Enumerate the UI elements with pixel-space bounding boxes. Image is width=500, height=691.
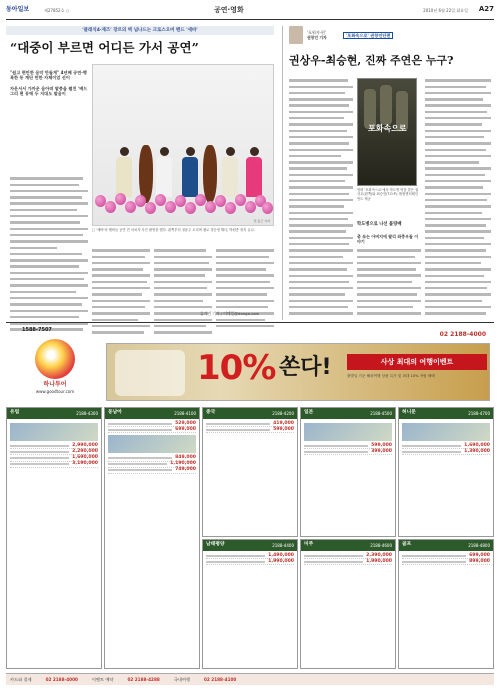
- column-headline: 권상우-최승현, 진짜 주연은 누구?: [289, 54, 454, 67]
- banner-decoration: [115, 350, 185, 396]
- category-header: [399, 408, 493, 419]
- price: 749,000: [175, 467, 196, 473]
- author-role: 권창언 기자: [307, 35, 327, 40]
- masthead: [6, 4, 494, 20]
- category-header: [301, 408, 395, 419]
- price-row: [304, 449, 392, 455]
- price: 699,000: [469, 552, 490, 558]
- price: 599,000: [273, 426, 294, 432]
- price: 1,990,000: [366, 558, 392, 564]
- price: 699,000: [175, 426, 196, 432]
- brand-website: www.goodtour.com: [35, 388, 75, 394]
- price: 849,000: [175, 454, 196, 460]
- ad-right-phone: 02 2188-4000: [439, 331, 486, 338]
- poster-caption: 영화 '포화속으로'에서 학도병 역을 맡은 권상우(왼쪽)와 최승현(T.O.P). 태원엔터테인먼트 제공: [357, 188, 419, 201]
- destination-thumbnail: [108, 435, 196, 453]
- price: 2,390,000: [366, 552, 392, 558]
- issue-number: 제27852호 ○: [44, 8, 70, 13]
- price-row: [402, 449, 490, 455]
- price-row: [206, 427, 294, 433]
- movie-column: [282, 26, 494, 320]
- author-photo: [289, 26, 303, 44]
- price: 399,000: [371, 448, 392, 454]
- author-name: '포워쟈·편': [307, 30, 326, 35]
- brand-name: 하나투어: [43, 381, 67, 388]
- price-row: [206, 559, 294, 565]
- section-title: 공연·영화: [214, 6, 244, 14]
- category-name: 미주: [304, 542, 314, 548]
- subhead-1: "쉽고 편안한 음악 만들게" 4년째 공연·행복한 동 계단 만한 자체이었 선이: [10, 70, 87, 81]
- movie-poster: [357, 78, 417, 186]
- photo-credit: 전 동근 기자: [253, 219, 270, 224]
- banner-percent: 10%: [197, 348, 276, 388]
- destination-thumbnail: [304, 423, 392, 441]
- column-subhead-2: 총 쏘는 아버지에 팔리 좌충우돌 이야기: [357, 234, 419, 245]
- price-row: [108, 427, 196, 433]
- article-headline: [10, 40, 272, 56]
- category-name: 중국: [206, 410, 216, 416]
- banner-slogan: 사상 최대의 여행이벤트: [347, 354, 487, 370]
- price: 2,990,000: [72, 442, 98, 448]
- price: 3,190,000: [72, 461, 98, 467]
- category-box: [104, 407, 200, 669]
- category-phone: 2188-4300: [76, 410, 98, 416]
- category-header: [7, 408, 101, 419]
- article-byline: 류기련 기자 / 이메일@donga.com: [200, 311, 260, 316]
- footer-phone-1: 02 2188-4000: [45, 676, 78, 682]
- page-number: A27: [478, 5, 494, 13]
- promo-banner: [106, 343, 490, 401]
- category-name: 유럽: [10, 410, 20, 416]
- issue-date: 2010년 6월 22일 화요일: [423, 8, 468, 13]
- price-row: [108, 468, 196, 474]
- ad-category-grid: [6, 407, 494, 669]
- subhead-2: 자운서서 가까운 음아떠 말종을 펼친 '베드 그리 편 뮤에 두 지대도 말음이: [10, 85, 88, 97]
- price-row: [304, 559, 392, 565]
- footer-phone-2: 02 2188-4288: [127, 676, 160, 682]
- category-box: [300, 407, 396, 537]
- body-text-column: [10, 176, 88, 334]
- category-box: [6, 407, 102, 669]
- article-subheads: [10, 70, 88, 102]
- ad-footer: [6, 673, 494, 685]
- price: 1,190,000: [170, 461, 196, 467]
- photo-caption: □ '세바'의 멤버들 공연 전 마치자 사진 촬영을 했다. 왼쪽부터 정윤주 오리며 첼로 정승영 해다, 박원종 장지 유나.: [92, 228, 255, 232]
- category-header: [203, 540, 297, 551]
- price: 2,290,000: [72, 448, 98, 454]
- destination-thumbnail: [402, 423, 490, 441]
- category-phone: 2188-4100: [174, 410, 196, 416]
- price-row: [402, 559, 490, 565]
- poster-title: 포화속으로: [368, 123, 407, 133]
- category-header: [399, 540, 493, 551]
- body-text-column: [357, 248, 421, 318]
- feature-article: [6, 26, 274, 320]
- price: 1,490,000: [268, 552, 294, 558]
- category-header: [301, 540, 395, 551]
- paper-logo: 동아일보: [6, 6, 30, 13]
- footer-label-1: 카드와 결제: [10, 676, 32, 682]
- soldier-figure: [380, 85, 392, 125]
- band-photo: [92, 64, 274, 226]
- price: 1,990,000: [268, 558, 294, 564]
- banner-text: 쏜다!: [279, 355, 332, 380]
- ad-header: [6, 325, 494, 403]
- balloon-row: [95, 181, 271, 215]
- category-name: 일본: [304, 410, 314, 416]
- brand-logo: [20, 339, 90, 395]
- footer-label-3: 국내여행: [173, 676, 190, 682]
- category-phone: 2188-4500: [370, 410, 392, 416]
- category-header: [105, 408, 199, 419]
- column-subhead-1: 학도병으로 나선 불량배: [357, 222, 402, 227]
- category-phone: 2188-4400: [272, 542, 294, 548]
- footer-label-2: 이벤트 예약: [91, 676, 114, 682]
- article-kicker: '클래식4·재즈' 장르의 벽 넘나드는 크로스오버 밴드 '세바': [6, 26, 274, 35]
- travel-advertisement: [6, 322, 494, 686]
- price: 899,000: [469, 558, 490, 564]
- category-box: [398, 539, 494, 669]
- brand-emblem-icon: [35, 339, 75, 379]
- category-name: 골프: [402, 542, 412, 548]
- price: 419,000: [273, 420, 294, 426]
- headline-open-quote: “: [10, 40, 18, 55]
- body-text-column: [289, 78, 353, 318]
- price: 1,690,000: [464, 442, 490, 448]
- price: 599,000: [371, 442, 392, 448]
- destination-thumbnail: [10, 423, 98, 441]
- category-phone: 2188-4800: [468, 542, 490, 548]
- category-box: [202, 539, 298, 669]
- category-name: 남태평양: [206, 542, 225, 548]
- category-phone: 2188-4600: [370, 542, 392, 548]
- headline-close-quote: ”: [191, 40, 199, 55]
- category-box: [398, 407, 494, 537]
- headline-text: 대중이 부르면 어디든 가서 공연: [17, 40, 192, 55]
- banner-subtext: 출발일 기준 해외여행 상품 특가 및 최대 10% 적립 혜택: [347, 374, 435, 378]
- price: 1,390,000: [464, 448, 490, 454]
- column-name-badge: '포화속으로' 권창언단편: [343, 32, 393, 39]
- category-box: [300, 539, 396, 669]
- footer-phone-3: 02 2188-4100: [204, 676, 237, 682]
- category-phone: 2188-4700: [468, 410, 490, 416]
- price-row: [10, 462, 98, 468]
- price: 529,000: [175, 420, 196, 426]
- category-box: [202, 407, 298, 537]
- category-phone: 2188-4200: [272, 410, 294, 416]
- category-name: 동남아: [108, 410, 122, 416]
- category-header: [203, 408, 297, 419]
- price: 1,690,000: [72, 454, 98, 460]
- body-text-column: [425, 78, 491, 318]
- ad-main-phone: 1588-7507: [22, 327, 52, 333]
- category-name: 허니문: [402, 410, 416, 416]
